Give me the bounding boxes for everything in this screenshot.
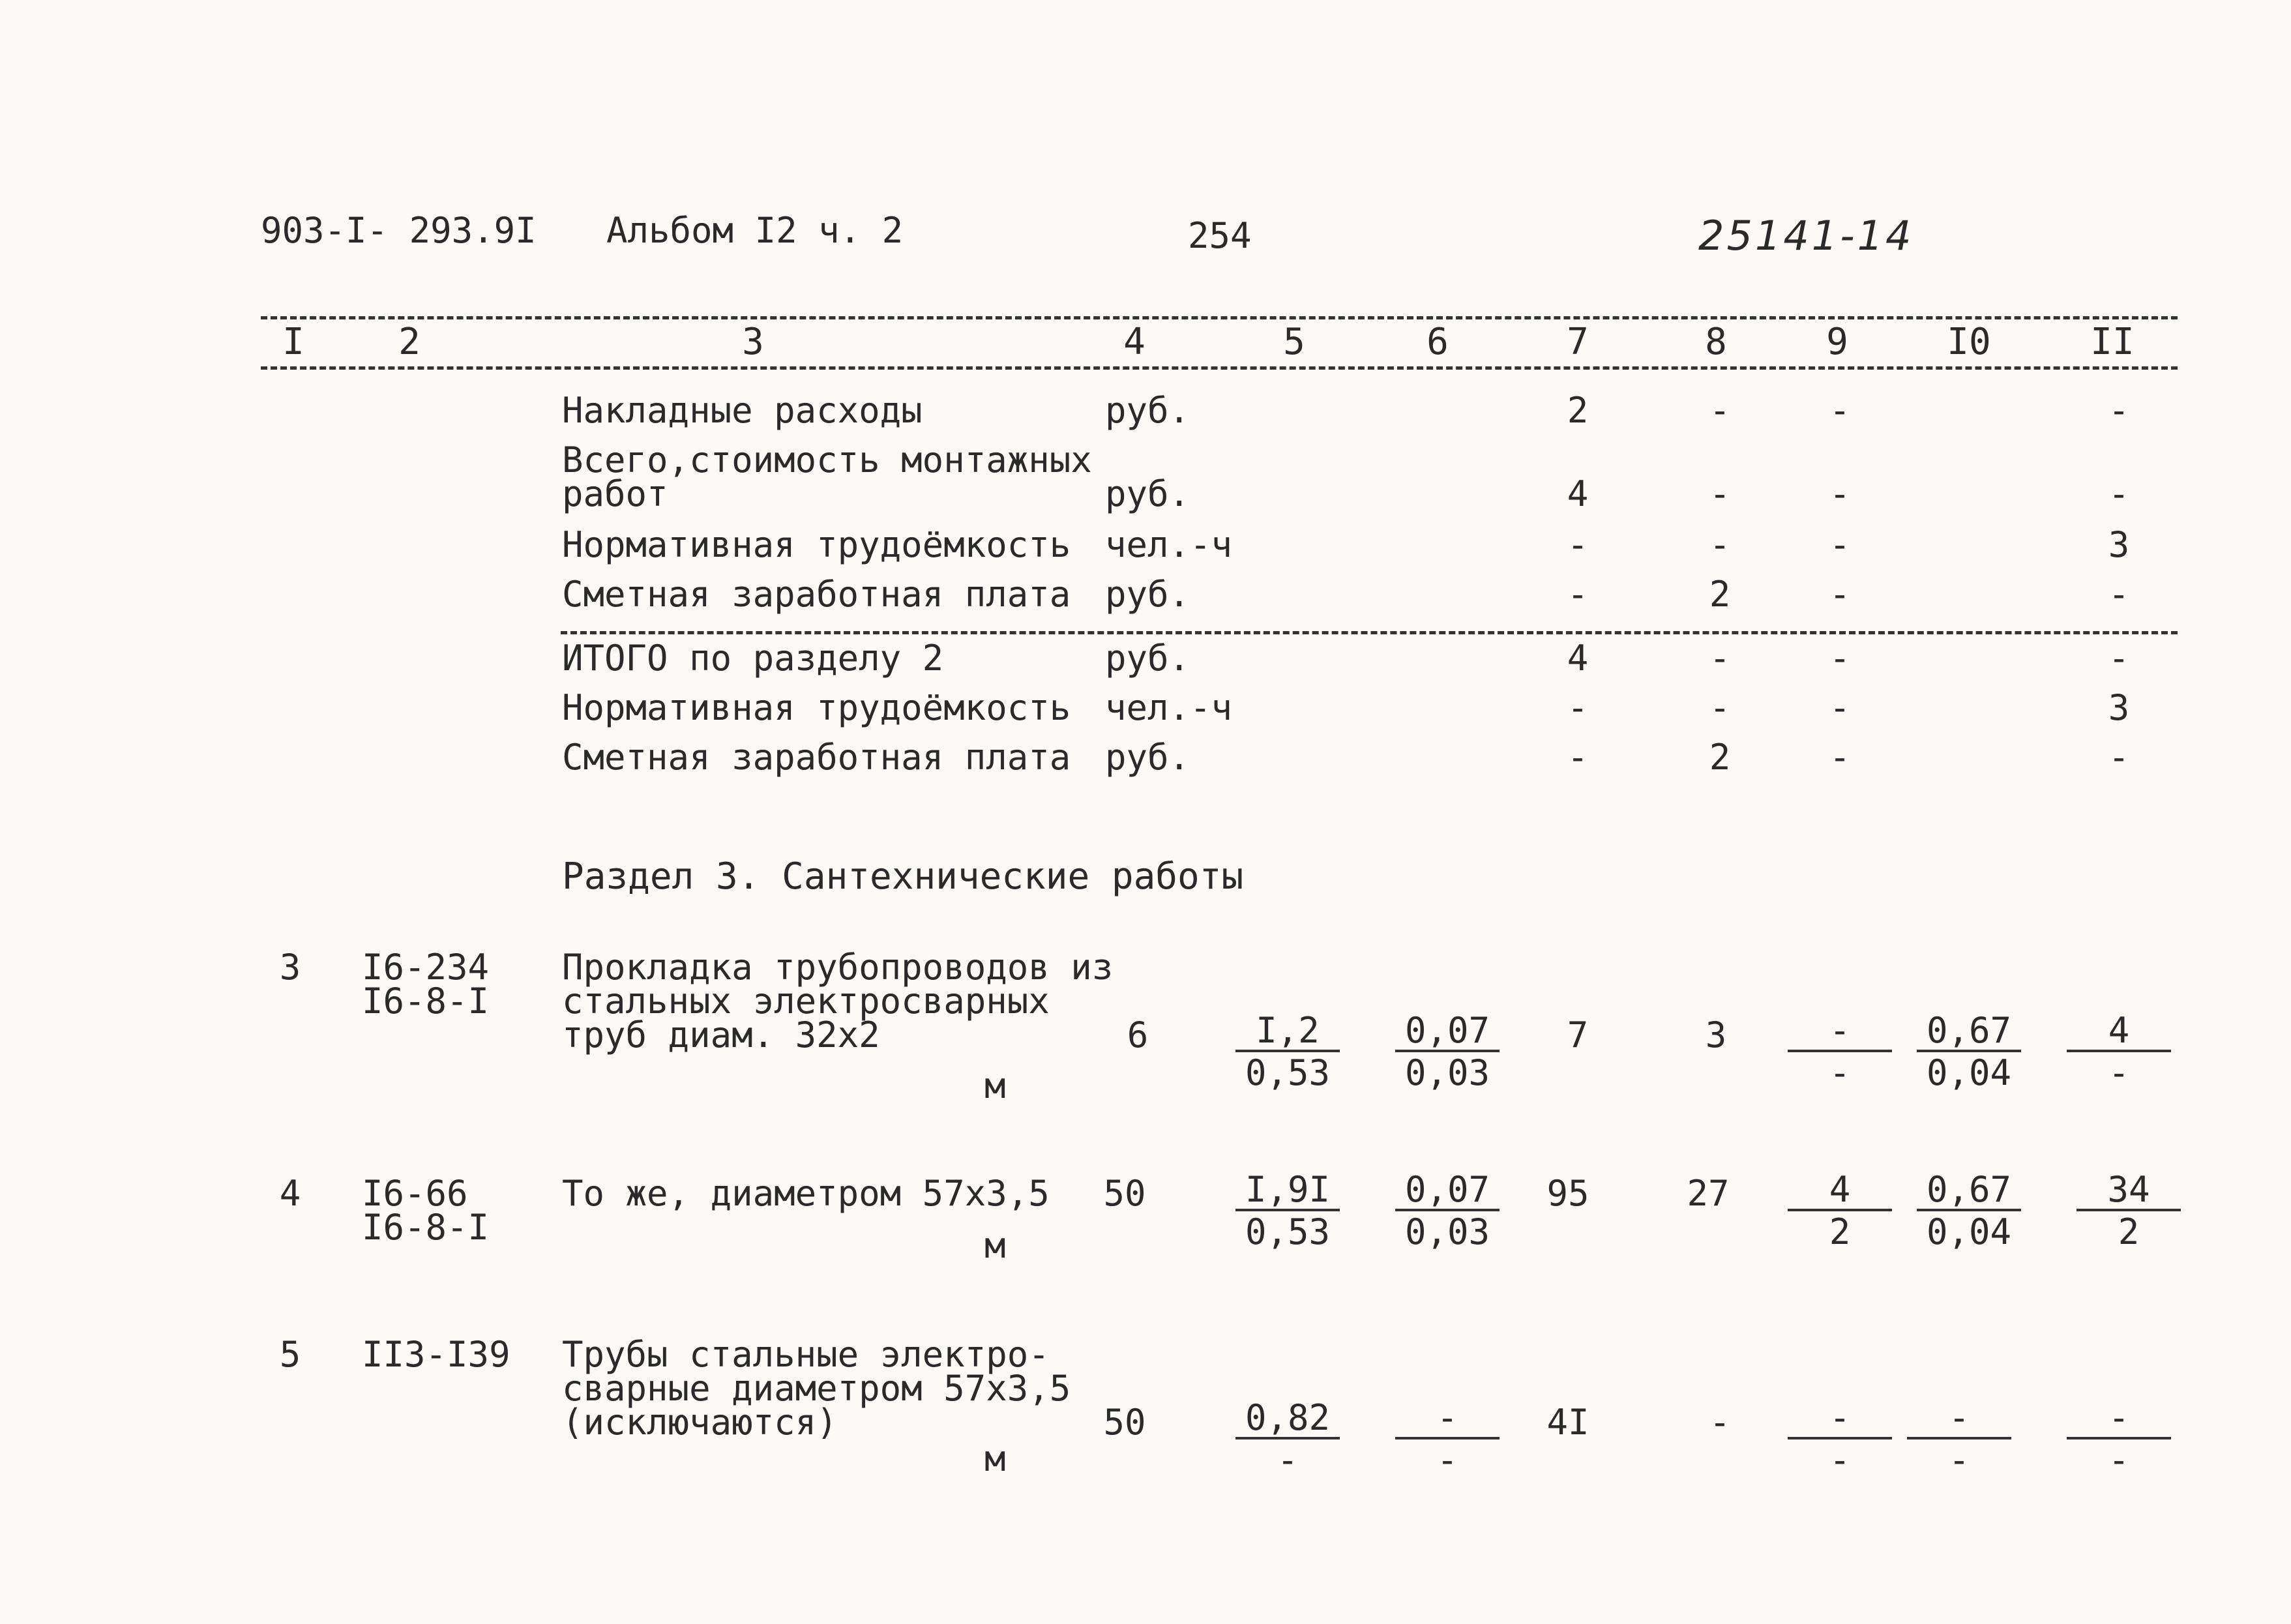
row-unit: руб. xyxy=(1105,737,1190,778)
item-col6-fraction xyxy=(1395,1012,1500,1094)
row-name: Сметная заработная плата xyxy=(562,574,1071,615)
row-col11: - xyxy=(2108,574,2130,615)
row-col8: - xyxy=(1709,687,1731,728)
row-col9: - xyxy=(1829,473,1851,514)
row-col9: - xyxy=(1829,687,1851,728)
item-col5-fraction xyxy=(1235,1171,1340,1253)
column-header-11: II xyxy=(2090,321,2135,363)
row-col7: 2 xyxy=(1567,390,1589,431)
numerator: - xyxy=(2067,1399,2171,1439)
item-name: Трубы стальные электро- сварные диаметром 57х3,5 (исключаются) xyxy=(562,1334,1071,1443)
item-col9-fraction xyxy=(1788,1399,1892,1481)
row-name: Накладные расходы xyxy=(562,390,923,431)
item-col7: 4I xyxy=(1546,1402,1589,1443)
row-col7: - xyxy=(1567,524,1589,565)
numerator: I,9I xyxy=(1235,1171,1340,1211)
row-col7: - xyxy=(1567,574,1589,615)
denominator: - xyxy=(2108,1439,2130,1481)
item-unit: м xyxy=(984,1225,1006,1266)
item-name: То же, диаметром 57х3,5 xyxy=(562,1173,1050,1214)
column-header-7: 7 xyxy=(1567,321,1589,363)
denominator: 0,53 xyxy=(1245,1211,1331,1252)
item-col10-fraction xyxy=(1917,1012,2021,1094)
item-quantity: 50 xyxy=(1103,1402,1146,1443)
header-rule-top xyxy=(261,316,2178,319)
denominator: - xyxy=(1829,1052,1851,1093)
row-col11: 3 xyxy=(2108,524,2130,565)
item-number: 4 xyxy=(279,1173,301,1214)
row-col11: - xyxy=(2108,473,2130,514)
column-header-3: 3 xyxy=(742,321,764,363)
denominator: - xyxy=(1436,1439,1458,1481)
section-total-rule xyxy=(561,631,2178,634)
album-label: Альбом I2 ч. 2 xyxy=(606,210,904,251)
row-col9: - xyxy=(1829,737,1851,778)
row-col11: - xyxy=(2108,390,2130,431)
item-col11-fraction xyxy=(2067,1012,2171,1094)
document-code: 903-I- 293.9I xyxy=(261,210,537,251)
document-number: 25141-14 xyxy=(1698,212,1914,259)
item-codes: I6-234 I6-8-I xyxy=(362,947,490,1022)
item-codes: II3-I39 xyxy=(362,1334,510,1375)
denominator: 2 xyxy=(2118,1211,2140,1252)
column-header-2: 2 xyxy=(398,321,421,363)
row-col8: - xyxy=(1709,638,1731,679)
row-col11: 3 xyxy=(2108,687,2130,728)
row-col7: - xyxy=(1567,687,1589,728)
row-unit: руб. xyxy=(1105,390,1190,431)
numerator: I,2 xyxy=(1235,1012,1340,1052)
section-title: Раздел 3. Сантехнические работы xyxy=(562,855,1244,898)
numerator: 0,67 xyxy=(1917,1012,2021,1052)
denominator: 0,53 xyxy=(1245,1052,1331,1093)
item-col7: 95 xyxy=(1546,1173,1589,1214)
row-unit: чел.-ч xyxy=(1105,524,1233,565)
column-header-5: 5 xyxy=(1283,321,1305,363)
numerator: - xyxy=(1788,1399,1892,1439)
item-col6-fraction xyxy=(1395,1171,1500,1253)
column-header-10: I0 xyxy=(1947,321,1991,363)
denominator: 0,04 xyxy=(1926,1211,2012,1252)
numerator: 4 xyxy=(1788,1171,1892,1211)
row-col8: 2 xyxy=(1709,574,1731,615)
row-col8: - xyxy=(1709,390,1731,431)
page-number: 254 xyxy=(1188,215,1252,256)
row-name: Нормативная трудоёмкость xyxy=(562,687,1071,728)
row-col9: - xyxy=(1829,524,1851,565)
column-header-4: 4 xyxy=(1123,321,1146,363)
item-col8: 3 xyxy=(1705,1014,1727,1056)
row-col9: - xyxy=(1829,574,1851,615)
denominator: 2 xyxy=(1829,1211,1851,1252)
item-col9-fraction xyxy=(1788,1171,1892,1253)
item-col9-fraction xyxy=(1788,1012,1892,1094)
column-header-1: I xyxy=(282,321,304,363)
column-header-8: 8 xyxy=(1705,321,1727,363)
row-unit: руб. xyxy=(1105,638,1190,679)
row-unit: чел.-ч xyxy=(1105,687,1233,728)
denominator: 0,03 xyxy=(1404,1211,1490,1252)
row-col9: - xyxy=(1829,638,1851,679)
item-codes: I6-66 I6-8-I xyxy=(362,1173,490,1248)
row-col7: 4 xyxy=(1567,638,1589,679)
numerator: - xyxy=(1788,1012,1892,1052)
item-col8: 27 xyxy=(1687,1173,1730,1214)
row-name: Сметная заработная плата xyxy=(562,737,1071,778)
row-col8: - xyxy=(1709,524,1731,565)
row-col7: - xyxy=(1567,737,1589,778)
item-unit: м xyxy=(984,1065,1006,1106)
row-col11: - xyxy=(2108,737,2130,778)
column-header-9: 9 xyxy=(1826,321,1848,363)
item-name: Прокладка трубопроводов из стальных электросварных труб диам. 32х2 xyxy=(562,947,1114,1056)
item-col10-fraction xyxy=(1907,1399,2011,1481)
header-rule-bottom xyxy=(261,366,2178,370)
row-col8: - xyxy=(1709,473,1731,514)
row-col9: - xyxy=(1829,390,1851,431)
row-col11: - xyxy=(2108,638,2130,679)
item-col6-fraction xyxy=(1395,1399,1500,1481)
item-unit: м xyxy=(984,1438,1006,1479)
row-col7: 4 xyxy=(1567,473,1589,514)
item-number: 5 xyxy=(279,1334,301,1375)
item-quantity: 6 xyxy=(1127,1014,1149,1056)
numerator: 0,07 xyxy=(1395,1012,1500,1052)
item-number: 3 xyxy=(279,947,301,988)
numerator: - xyxy=(1907,1399,2011,1439)
item-col11-fraction xyxy=(2077,1171,2181,1253)
denominator: 0,04 xyxy=(1926,1052,2012,1093)
numerator: 34 xyxy=(2077,1171,2181,1211)
denominator: - xyxy=(1277,1439,1299,1481)
denominator: - xyxy=(1948,1439,1970,1481)
column-header-6: 6 xyxy=(1426,321,1449,363)
numerator: - xyxy=(1395,1399,1500,1439)
row-name: Нормативная трудоёмкость xyxy=(562,524,1071,565)
item-col8: - xyxy=(1709,1402,1731,1443)
item-col7: 7 xyxy=(1567,1014,1589,1056)
row-name: Всего,стоимость монтажных работ xyxy=(562,439,1092,514)
item-col10-fraction xyxy=(1917,1171,2021,1253)
row-unit: руб. xyxy=(1105,574,1190,615)
denominator: 0,03 xyxy=(1404,1052,1490,1093)
numerator: 0,82 xyxy=(1235,1399,1340,1439)
denominator: - xyxy=(2108,1052,2130,1093)
item-col5-fraction xyxy=(1235,1399,1340,1481)
item-col11-fraction xyxy=(2067,1399,2171,1481)
item-quantity: 50 xyxy=(1103,1173,1146,1214)
denominator: - xyxy=(1829,1439,1851,1481)
row-col8: 2 xyxy=(1709,737,1731,778)
numerator: 0,07 xyxy=(1395,1171,1500,1211)
item-col5-fraction xyxy=(1235,1012,1340,1094)
row-name: ИТОГО по разделу 2 xyxy=(562,638,944,679)
row-unit: руб. xyxy=(1105,473,1190,514)
numerator: 0,67 xyxy=(1917,1171,2021,1211)
numerator: 4 xyxy=(2067,1012,2171,1052)
